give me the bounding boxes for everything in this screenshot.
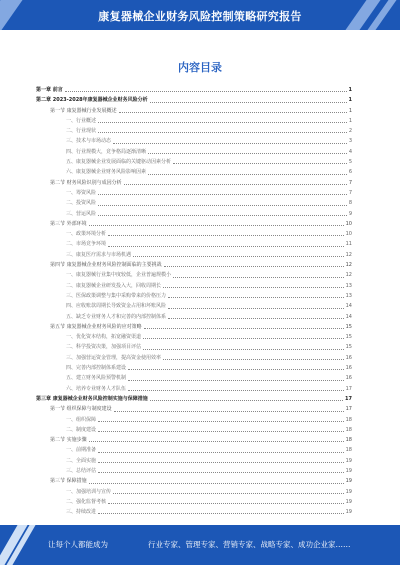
toc-leader-dots	[98, 122, 347, 123]
toc-entry-page: 17	[345, 406, 352, 413]
toc-entry[interactable]	[36, 157, 352, 167]
toc-entry-page: 11	[345, 241, 352, 248]
page-header	[0, 0, 400, 30]
toc-entry-page: 19	[345, 467, 352, 474]
toc-entry-title: 第三章 康复器械企业财务风险控制实施与保障措施	[36, 395, 148, 402]
toc-entry[interactable]	[36, 497, 352, 507]
toc-entry[interactable]	[36, 435, 352, 445]
toc-leader-dots	[164, 266, 344, 267]
toc-entry[interactable]	[36, 270, 352, 280]
toc-entry-title: 第二节 财务风险识别与成因分析	[50, 179, 122, 186]
toc-leader-dots	[128, 380, 344, 381]
toc-entry[interactable]	[36, 373, 352, 383]
toc-entry-title: 一、康复器械行业集中度较低，企业普遍规模小	[66, 272, 172, 279]
toc-leader-dots	[150, 102, 347, 103]
toc-entry-page: 7	[348, 179, 352, 186]
toc-leader-dots	[163, 359, 344, 360]
toc-entry-title: 五、缺乏专业财务人才和完善的内部控制体系	[66, 313, 167, 320]
toc-leader-dots	[128, 390, 344, 391]
toc-entry-title: 三、营运风险	[66, 210, 97, 217]
toc-leader-dots	[108, 503, 344, 504]
toc-entry-title: 第五节 康复器械企业财务风险的应对策略	[50, 323, 142, 330]
toc-leader-dots	[128, 369, 344, 370]
toc-entry[interactable]	[36, 363, 352, 373]
toc-entry-page: 15	[345, 323, 352, 330]
toc-entry[interactable]	[36, 260, 352, 270]
toc-entry[interactable]	[36, 136, 352, 146]
toc-entry-page: 1	[348, 97, 352, 104]
toc-entry[interactable]	[36, 188, 352, 198]
toc-entry-title: 一、前期准备	[66, 447, 97, 454]
table-of-contents	[36, 85, 352, 517]
toc-entry-title: 一、优化资本结构，拓宽融资渠道	[66, 334, 142, 341]
toc-entry[interactable]	[36, 291, 352, 301]
toc-leader-dots	[98, 215, 347, 216]
toc-leader-dots	[98, 452, 344, 453]
toc-entry[interactable]	[36, 239, 352, 249]
toc-entry-page: 19	[345, 488, 352, 495]
toc-entry-title: 三、持续改进	[66, 509, 97, 516]
toc-entry-page: 18	[345, 437, 352, 444]
toc-entry-page: 4	[348, 148, 352, 155]
toc-entry[interactable]	[36, 487, 352, 497]
toc-leader-dots	[173, 163, 347, 164]
toc-leader-dots	[163, 287, 344, 288]
toc-entry[interactable]	[36, 147, 352, 157]
toc-leader-dots	[98, 462, 344, 463]
toc-leader-dots	[173, 277, 344, 278]
toc-entry-title: 三、加强营运资金管理，提高资金使用效率	[66, 354, 162, 361]
toc-entry-page: 16	[345, 375, 352, 382]
toc-entry-title: 二、科学投资决策，加强项目评估	[66, 344, 142, 351]
toc-leader-dots	[113, 143, 347, 144]
toc-entry[interactable]	[36, 250, 352, 260]
toc-entry-title: 一、组织保障	[66, 416, 97, 423]
toc-entry-page: 19	[345, 457, 352, 464]
toc-leader-dots	[89, 441, 344, 442]
toc-entry-title: 三、技术与市场动态	[66, 138, 112, 145]
toc-entry-title: 第一节 组织保障与制度建设	[50, 406, 112, 413]
toc-entry-page: 13	[345, 292, 352, 299]
toc-leader-dots	[148, 174, 347, 175]
toc-entry-title: 一、行业概述	[66, 117, 97, 124]
toc-leader-dots	[89, 225, 344, 226]
footer-slogan-right: 行业专家、管理专家、营销专家、战略专家、成功企业家……	[148, 540, 351, 549]
toc-entry[interactable]	[36, 281, 352, 291]
toc-leader-dots	[148, 153, 347, 154]
toc-leader-dots	[98, 472, 344, 473]
toc-entry[interactable]	[36, 456, 352, 466]
toc-entry-title: 二、市场竞争环境	[66, 241, 107, 248]
toc-entry-page: 14	[345, 313, 352, 320]
toc-entry[interactable]	[36, 476, 352, 486]
toc-entry[interactable]	[36, 332, 352, 342]
toc-leader-dots	[98, 132, 347, 133]
toc-entry-title: 六、培养专业财务人才队伍	[66, 385, 127, 392]
toc-leader-dots	[108, 246, 344, 247]
toc-leader-dots	[98, 421, 344, 422]
toc-entry-page: 18	[345, 426, 352, 433]
footer-slogan-left: 让每个人都能成为	[48, 540, 108, 549]
toc-entry-page: 9	[348, 210, 352, 217]
toc-entry-page: 1	[348, 107, 352, 114]
toc-entry-title: 三、总结评估	[66, 467, 97, 474]
toc-entry[interactable]	[36, 85, 352, 95]
toc-leader-dots	[168, 297, 344, 298]
toc-leader-dots	[98, 205, 347, 206]
toc-entry[interactable]	[36, 342, 352, 352]
toc-entry[interactable]	[36, 178, 352, 188]
toc-entry-page: 7	[348, 189, 352, 196]
toc-entry-page: 12	[345, 262, 352, 269]
toc-leader-dots	[168, 318, 344, 319]
toc-entry-title: 第二节 实施步骤	[50, 437, 87, 444]
toc-entry[interactable]	[36, 209, 352, 219]
toc-entry-title: 五、建立财务风险预警机制	[66, 375, 127, 382]
toc-entry-title: 二、制度建设	[66, 426, 97, 433]
toc-entry-title: 第二章 2023-2028年康复器械企业财务风险分析	[36, 97, 148, 104]
report-title: 康复器械企业财务风险控制策略研究报告	[98, 10, 302, 23]
toc-entry-title: 二、强化监督考核	[66, 498, 107, 505]
toc-entry[interactable]	[36, 167, 352, 177]
toc-entry-page: 10	[345, 220, 352, 227]
toc-entry[interactable]	[36, 384, 352, 394]
toc-entry-page: 10	[345, 231, 352, 238]
toc-leader-dots	[113, 493, 344, 494]
toc-entry[interactable]	[36, 301, 352, 311]
toc-entry-title: 一、加强培训与宣传	[66, 488, 112, 495]
toc-leader-dots	[144, 328, 344, 329]
toc-entry-page: 15	[345, 334, 352, 341]
toc-entry-page: 19	[345, 509, 352, 516]
toc-leader-dots	[108, 235, 344, 236]
toc-leader-dots	[143, 349, 344, 350]
toc-entry[interactable]	[36, 219, 352, 229]
toc-entry-title: 四、行业规模大，竞争格局逐渐清晰	[66, 148, 147, 155]
toc-entry[interactable]	[36, 466, 352, 476]
toc-entry-page: 14	[345, 303, 352, 310]
toc-entry-page: 5	[348, 159, 352, 166]
toc-entry-title: 第一章 前言	[36, 87, 63, 93]
toc-entry-page: 16	[345, 365, 352, 372]
toc-leader-dots	[114, 411, 344, 412]
toc-leader-dots	[119, 112, 347, 113]
toc-entry-title: 二、行业现状	[66, 128, 97, 135]
toc-leader-dots	[65, 91, 347, 92]
toc-leader-dots	[89, 483, 344, 484]
toc-leader-dots	[98, 513, 344, 514]
toc-leader-dots	[98, 431, 344, 432]
toc-leader-dots	[143, 338, 344, 339]
toc-entry-page: 17	[345, 385, 352, 392]
toc-entry-page: 1	[348, 117, 352, 124]
toc-entry[interactable]	[36, 445, 352, 455]
toc-entry-page: 12	[345, 251, 352, 258]
toc-entry[interactable]	[36, 353, 352, 363]
toc-entry-title: 四、完善内部控制体系建设	[66, 365, 127, 372]
toc-entry[interactable]	[36, 415, 352, 425]
toc-entry-page: 19	[345, 498, 352, 505]
toc-entry-page: 2	[348, 128, 352, 135]
toc-entry-page: 8	[348, 200, 352, 207]
toc-entry-title: 二、全面实施	[66, 457, 97, 464]
toc-entry[interactable]	[36, 116, 352, 126]
toc-leader-dots	[98, 194, 347, 195]
toc-entry-title: 第四节 康复器械企业财务风险控制面临的主要挑战	[50, 262, 162, 269]
toc-leader-dots	[124, 184, 347, 185]
toc-entry-title: 五、康复器械企业发展面临的关键驱动因素分析	[66, 159, 172, 166]
toc-heading: 内容目录	[178, 61, 222, 74]
toc-entry-page: 15	[345, 344, 352, 351]
toc-entry[interactable]	[36, 322, 352, 332]
page-footer	[0, 525, 400, 565]
toc-entry-title: 三、康复医疗需求与市场机遇	[66, 251, 132, 258]
toc-entry[interactable]	[36, 394, 352, 404]
toc-entry-page: 6	[348, 169, 352, 176]
toc-entry-page: 1	[348, 87, 352, 93]
toc-leader-dots	[150, 400, 343, 401]
toc-leader-dots	[133, 256, 344, 257]
toc-entry-page: 3	[348, 138, 352, 145]
toc-entry[interactable]	[36, 198, 352, 208]
toc-entry[interactable]	[36, 106, 352, 116]
toc-entry-title: 第一节 康复器械行业发展概述	[50, 107, 117, 114]
toc-leader-dots	[168, 308, 344, 309]
toc-entry-page: 13	[345, 282, 352, 289]
toc-entry-page: 17	[345, 395, 352, 402]
toc-entry[interactable]	[36, 404, 352, 414]
toc-entry-page: 12	[345, 272, 352, 279]
toc-entry-page: 19	[345, 478, 352, 485]
toc-entry-title: 六、康复器械企业财务风险影响因素	[66, 169, 147, 176]
toc-entry-page: 18	[345, 416, 352, 423]
toc-entry[interactable]	[36, 425, 352, 435]
toc-entry[interactable]	[36, 126, 352, 136]
toc-entry-page: 16	[345, 354, 352, 361]
toc-entry-title: 一、政策环境分析	[66, 231, 107, 238]
toc-entry-page: 18	[345, 447, 352, 454]
toc-entry-title: 四、应收账款周期长导致资金占用和坏账风险	[66, 303, 167, 310]
toc-entry-title: 二、投资风险	[66, 200, 97, 207]
toc-entry-title: 第三节 外部环境	[50, 220, 87, 227]
toc-entry-title: 第三节 保障措施	[50, 478, 87, 485]
toc-entry[interactable]	[36, 507, 352, 517]
toc-entry[interactable]	[36, 95, 352, 105]
toc-entry[interactable]	[36, 312, 352, 322]
toc-entry-title: 三、医保政策调整与集中采购带来的价格压力	[66, 292, 167, 299]
toc-entry[interactable]	[36, 229, 352, 239]
toc-entry-title: 一、筹资风险	[66, 189, 97, 196]
toc-entry-title: 二、康复器械企业研发投入大，回收周期长	[66, 282, 162, 289]
